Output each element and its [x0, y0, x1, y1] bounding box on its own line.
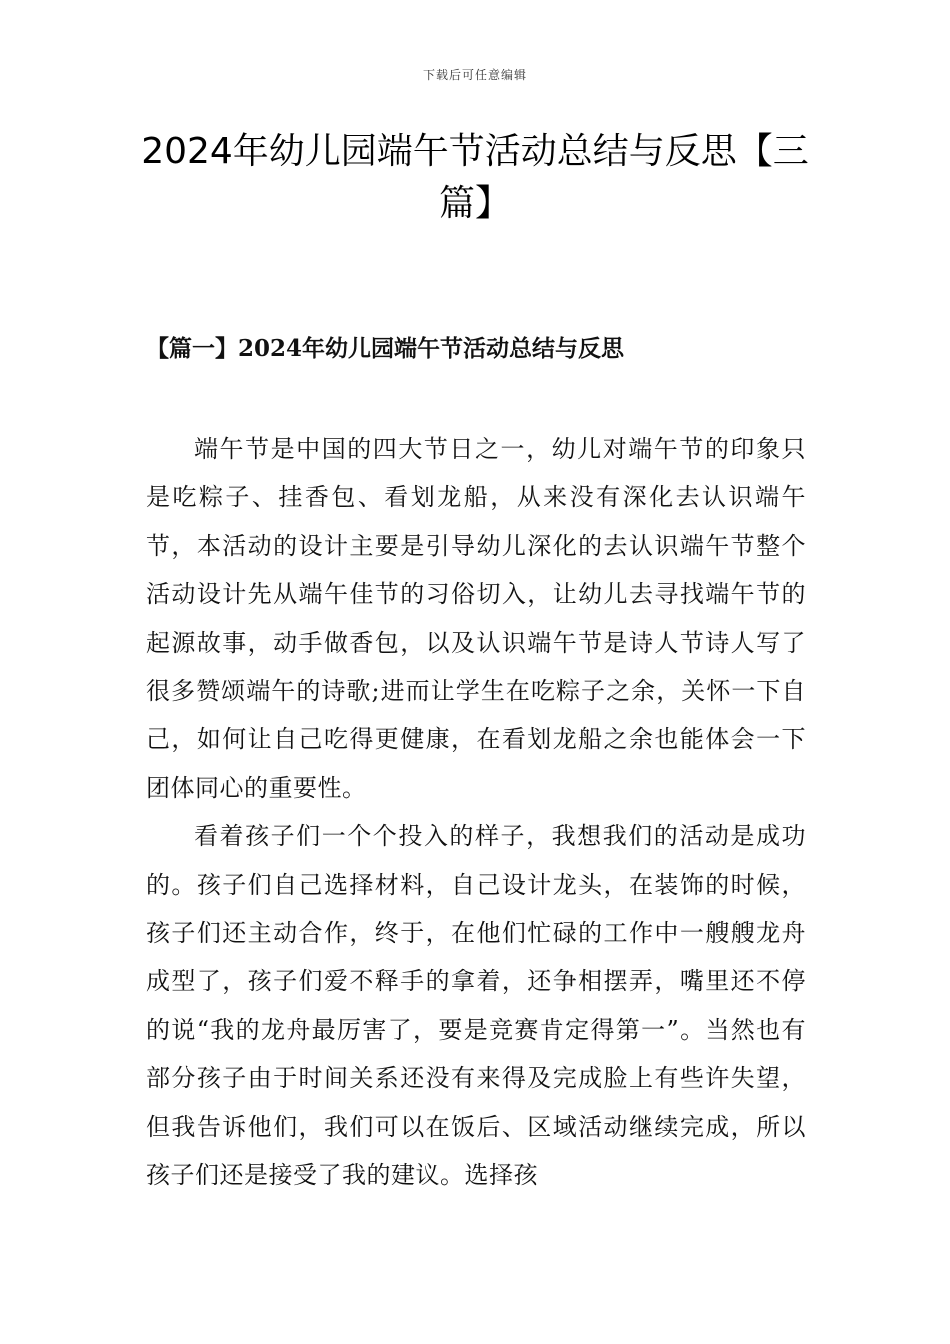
document-title: 2024年幼儿园端午节活动总结与反思【三篇】	[141, 131, 809, 224]
section-heading: 【篇一】2024年幼儿园端午节活动总结与反思	[146, 335, 625, 362]
paragraph: 看着孩子们一个个投入的样子，我想我们的活动是成功的。孩子们自己选择材料，自己设计龙头，在装饰的时候，孩子们还主动合作，终于，在他们忙碌的工作中一艘艘龙舟成型了，孩子们爱不释手的拿着，还争相摆弄，嘴里还不停的说“我的龙舟最厉害了，要是竞赛肯定得第一”。当然也有部分孩子由于时间关系还没有来得及完成脸上有些许失望，但我告诉他们，我们可以在饭后、区域活动继续完成，所以孩子们还是接受了我的建议。选择孩	[146, 822, 806, 1190]
header-note: 下载后可任意编辑	[422, 68, 527, 82]
paragraph: 端午节是中国的四大节日之一，幼儿对端午节的印象只是吃粽子、挂香包、看划龙船，从来没有深化去认识端午节，本活动的设计主要是引导幼儿深化的去认识端午节整个活动设计先从端午佳节的习俗切入，让幼儿去寻找端午节的起源故事，动手做香包，以及认识端午节是诗人节诗人写了很多赞颂端午的诗歌;进而让学生在吃粽子之余，关怀一下自己，如何让自己吃得更健康，在看划龙船之余也能体会一下团体同心的重要性。	[146, 435, 806, 802]
body-text	[146, 425, 806, 1200]
